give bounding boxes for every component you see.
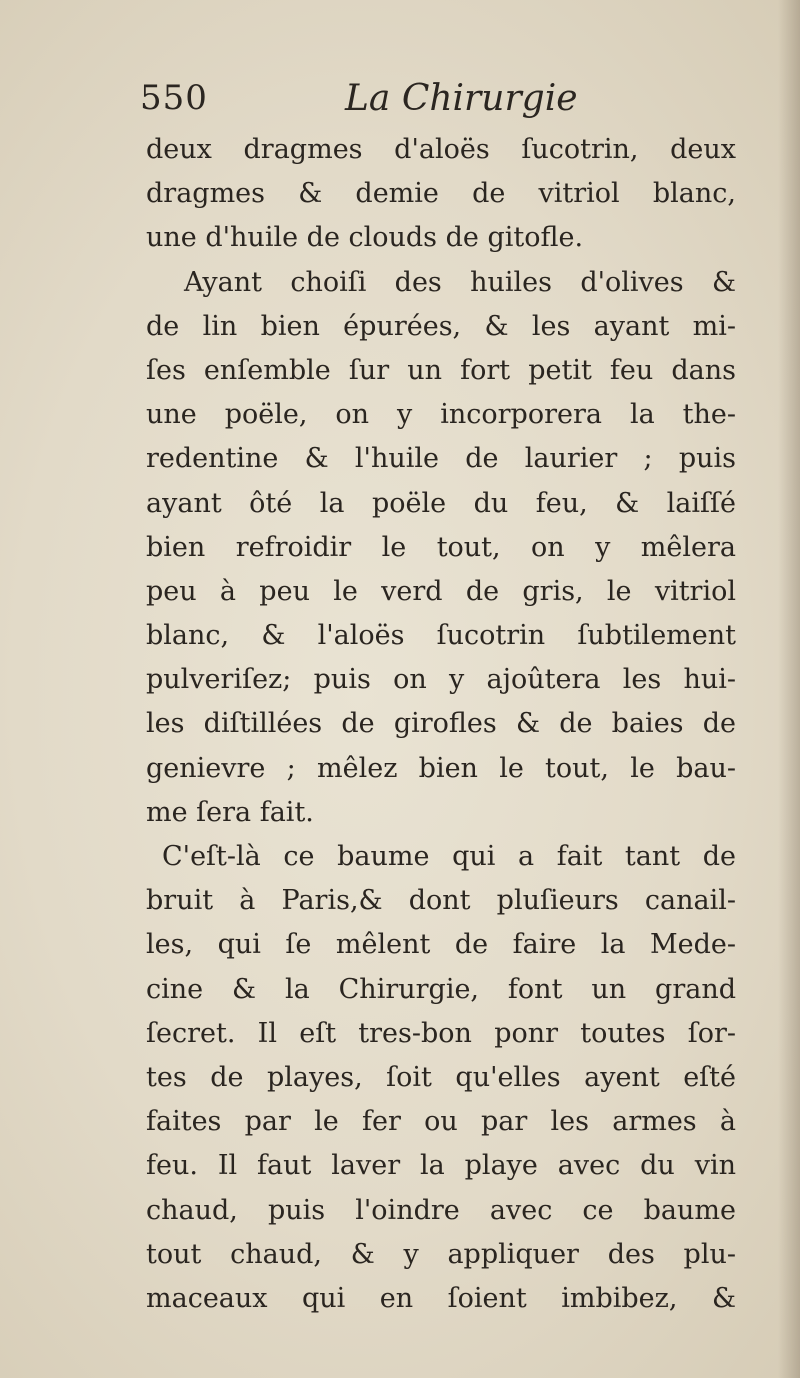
body-text (146, 128, 736, 1321)
text-line: tes de playes, ſoit qu'elles ayent eſté (146, 1061, 736, 1093)
text-line: chaud, puis l'oindre avec ce baume (146, 1194, 736, 1226)
text-line: redentine & l'huile de laurier ; puis (146, 443, 736, 475)
text-line: deux dragmes d'aloës ſucotrin, deux (146, 134, 736, 165)
running-title: La Chirurgie (345, 78, 578, 119)
text-line: une poële, on y incorporera la the- (146, 399, 736, 431)
text-line: les diſtillées de girofles & de baies de (146, 708, 736, 740)
text-line: peu à peu le verd de gris, le vitriol (146, 575, 736, 607)
text-line: ayant ôté la poële du feu, & laiſſé (146, 487, 736, 519)
text-line: dragmes & demie de vitriol blanc, (146, 178, 736, 210)
text-line: tout chaud, & y appliquer des plu- (146, 1238, 736, 1270)
text-line: me ſera fait. (146, 796, 314, 828)
text-line: maceaux qui en ſoient imbibez, & (146, 1282, 736, 1314)
text-line: bien refroidir le tout, on y mêlera (146, 531, 736, 563)
text-line: de lin bien épurées, & les ayant mi- (146, 310, 736, 342)
page-gutter-shadow (778, 0, 800, 1378)
text-line: cine & la Chirurgie, font un grand (146, 973, 736, 1005)
text-line: ſes enſemble ſur un fort petit feu dans (146, 354, 736, 386)
text-line: une d'huile de clouds de gitofle. (146, 222, 584, 254)
text-line: genievre ; mêlez bien le tout, le bau- (146, 752, 736, 784)
text-line: blanc, & l'aloës ſucotrin ſubtilement (146, 620, 736, 652)
page-number: 550 (140, 78, 208, 118)
paragraph-start-line: Ayant choiſi des huiles d'olives & (184, 266, 736, 298)
text-line: feu. Il faut laver la playe avec du vin (146, 1150, 736, 1182)
page-header (140, 78, 740, 128)
paragraph-start-line: C'eſt-là ce baume qui a fait tant de (162, 841, 736, 872)
text-line: pulveriſez; puis on y ajoûtera les hui- (146, 664, 736, 696)
text-line: bruit à Paris,& dont pluſieurs canail- (146, 885, 736, 917)
text-line: faites par le fer ou par les armes à (146, 1106, 736, 1138)
text-line: ſecret. Il eſt tres-bon ponr toutes ſor- (146, 1017, 736, 1049)
text-line: les, qui ſe mêlent de faire la Mede- (146, 929, 736, 961)
